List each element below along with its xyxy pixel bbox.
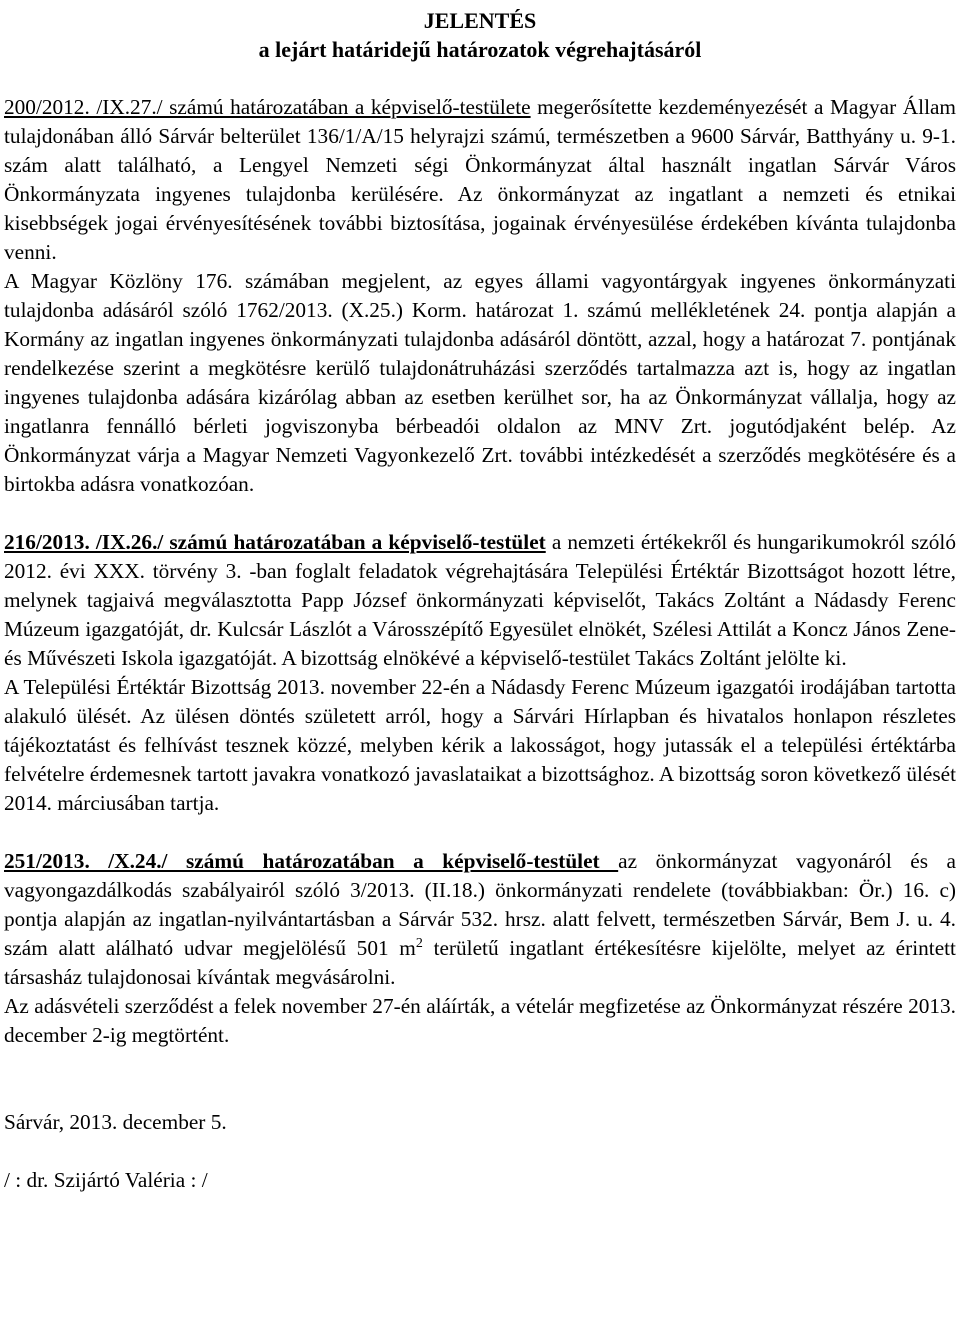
section-2-paragraph (4, 528, 956, 673)
signature: / : dr. Szijártó Valéria : / (4, 1168, 208, 1192)
section-3-heading: 251/2013. /X.24./ számú határozatában a képviselő-testület (4, 849, 619, 873)
section-3-superscript: 2 (415, 935, 423, 951)
section-2-body: a nemzeti értékekről és hungarikumokról szóló 2012. évi XXX. törvény 3. -ban foglalt feladatok végrehajtására Települési Értéktár Bizottságot hozott létre, melynek tagjaivá megválasztotta Papp József önkormányzati képviselőt, Takács Zoltánt a Nádasdy Ferenc Múzeum igazgatóját, dr. Kulcsár Lászlót a Városszépítő Egyesület elnökét, Szélesi Attilát a Koncz János Zene- és Művészeti Iskola igazgatóját. A bizottság elnökévé a képviselő-testület Takács Zoltánt jelölte ki. (4, 530, 956, 670)
section-3-paragraph (4, 847, 956, 992)
section-3-body-b: területű ingatlant értékesítésre kijelölte, melyet az érintett társasház tulajdonosai kívántak megvásárolni. (4, 936, 956, 989)
section-1-body: megerősítette kezdeményezését a Magyar Állam tulajdonában álló Sárvár belterület 136/1/A/15 helyrajzi számú, természetben a 9600 Sárvár, Batthyány u. 9-1. szám alatt található, a Lengyel Nemzeti ségi Önkormányzat által használt ingatlan Sárvár Város Önkormányzata ingyenes tulajdonba kerülésére. Az önkormányzat az ingatlant a nemzeti és etnikai kisebbségek jogai érvényesítésének további biztosítása, jogainak érvényesülése érdekében kívánta tulajdonba venni. (4, 95, 956, 264)
spacer (4, 818, 956, 847)
title-block (4, 6, 956, 64)
section-1-heading: 200/2012. /IX.27./ számú határozatában a képviselő-testülete (4, 95, 531, 119)
spacer (4, 499, 956, 528)
document-title: JELENTÉS (423, 8, 537, 33)
section-2-heading: 216/2013. /IX.26./ számú határozatában a képviselő-testület (4, 530, 546, 554)
place-date: Sárvár, 2013. december 5. (4, 1110, 227, 1134)
section-3-extra: Az adásvételi szerződést a felek november 27-én aláírták, a vételár megfizetése az Önkormányzat részére 2013. december 2-ig megtörtént. (4, 994, 956, 1047)
section-1-extra: A Magyar Közlöny 176. számában megjelent, az egyes állami vagyontárgyak ingyenes önkormányzati tulajdonba adásáról szóló 1762/2013. (X.25.) Korm. határozat 1. számú mellékletének 24. pontja alapján a Kormány az ingatlan ingyenes önkormányzati tulajdonba adásáról döntött, azzal, hogy a határozat 7. pontjának rendelkezése szerint a megkötésre kerülő tulajdonátruházási szerződés tartalmazza azt is, hogy az ingatlan ingyenes tulajdonba adására kizárólag abban az esetben kerülhet sor, ha az Önkormányzat vállalja, hogy az ingatlanra fennálló bérleti jogviszonyba bérbeadói oldalon az MNV Zrt. jogutódjaként belép. Az Önkormányzat várja a Magyar Nemzeti Vagyonkezelő Zrt. további intézkedését a szerződés megkötésére és a birtokba adásra vonatkozóan. (4, 269, 956, 496)
section-3-body-a: az önkormányzat vagyonáról és a vagyongazdálkodás szabályairól szóló 3/2013. (II.18.) önkormányzati rendelete (továbbiakban: Ör.) 16. c) pontja alapján az ingatlan-nyilvántartásban a Sárvár 532. hrsz. alatt felvett, természetben Sárvár, Bem J. u. 4. szám alatt alálható udvar megjelölésű 501 m (4, 849, 956, 960)
section-1-paragraph (4, 93, 956, 267)
document-subtitle: a lejárt határidejű határozatok végrehajtásáról (258, 37, 702, 62)
section-2-extra: A Települési Értéktár Bizottság 2013. november 22-én a Nádasdy Ferenc Múzeum igazgatói irodájában tartotta alakuló ülését. Az ülésen döntés született arról, hogy a Sárvári Hírlapban és hivatalos honlapon részletes tájékoztatást és felhívást tesznek közzé, melyben kérik a lakosságot, hogy jutassák el a települési értéktárba felvételre érdemesnek tartott javakra vonatkozó javaslataikat a bizottsághoz. A bizottság soron következő ülését 2014. márciusában tartja. (4, 675, 956, 815)
